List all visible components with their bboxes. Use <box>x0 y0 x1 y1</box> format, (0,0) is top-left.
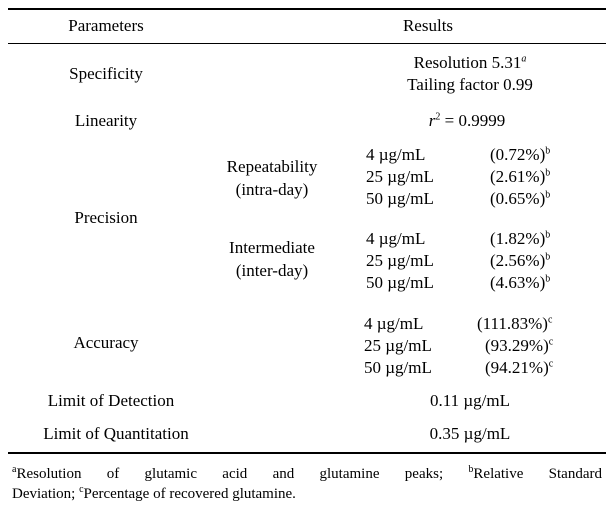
accuracy-label: Accuracy <box>73 333 139 352</box>
footnote-b-text-2: Deviation; <box>12 486 76 502</box>
int-rsd-2 <box>490 251 550 271</box>
r-value: = 0.9999 <box>440 111 506 130</box>
int-conc-1: 4 µg/mL <box>366 229 426 248</box>
intermediate-sublabel: (inter-day) <box>235 261 309 280</box>
rep-rsd-3 <box>490 189 550 209</box>
top-rule <box>8 8 606 10</box>
rep-rsd-2-sup: b <box>545 167 551 179</box>
repeatability-label: Repeatability <box>226 157 318 176</box>
repeatability-sublabel: (intra-day) <box>235 180 309 199</box>
footnote-b-text: Relative Standard <box>473 466 602 482</box>
resolution-text: Resolution 5.31 <box>413 53 522 72</box>
int-rsd-3-text: (4.63%) <box>490 273 546 292</box>
specificity-label: Specificity <box>69 64 143 83</box>
footnote-c-mark: c <box>79 484 84 495</box>
acc-rec-2-text: (93.29%) <box>485 336 549 355</box>
rep-rsd-1-text: (0.72%) <box>490 145 546 164</box>
lod-value: 0.11 µg/mL <box>430 391 510 410</box>
int-conc-2: 25 µg/mL <box>366 251 434 270</box>
precision-label: Precision <box>74 208 138 227</box>
table-footnote <box>12 464 602 504</box>
footnote-line-2 <box>12 484 602 504</box>
acc-rec-3-text: (94.21%) <box>485 358 549 377</box>
int-rsd-2-text: (2.56%) <box>490 251 546 270</box>
footnote-b-mark: b <box>468 464 474 475</box>
acc-conc-3: 50 µg/mL <box>364 358 432 377</box>
r-exponent: 2 <box>435 111 441 123</box>
rep-rsd-1 <box>490 145 550 165</box>
bottom-rule <box>8 452 606 454</box>
int-conc-3: 50 µg/mL <box>366 273 434 292</box>
acc-conc-1: 4 µg/mL <box>364 314 424 333</box>
r-symbol: r <box>428 111 436 130</box>
acc-rec-1 <box>477 314 552 334</box>
linearity-value <box>429 111 505 131</box>
acc-rec-1-sup: c <box>547 314 553 326</box>
lod-label: Limit of Detection <box>47 391 175 410</box>
int-rsd-2-sup: b <box>545 251 551 263</box>
int-rsd-1-sup: b <box>545 229 551 241</box>
specificity-tailing: Tailing factor 0.99 <box>407 75 533 94</box>
int-rsd-3-sup: b <box>545 273 551 285</box>
specificity-resolution <box>414 53 527 73</box>
acc-rec-2-sup: c <box>548 336 554 348</box>
header-rule <box>8 43 606 44</box>
rep-conc-1: 4 µg/mL <box>366 145 426 164</box>
acc-conc-2: 25 µg/mL <box>364 336 432 355</box>
footnote-a-mark: a <box>12 464 17 475</box>
footnote-a-text: Resolution of glutamic acid and glutamine peaks; <box>16 466 444 482</box>
rep-conc-2: 25 µg/mL <box>366 167 434 186</box>
footnote-c-text: Percentage of recovered glutamine. <box>83 486 296 502</box>
rep-rsd-3-sup: b <box>545 189 551 201</box>
acc-rec-2 <box>485 336 553 356</box>
rep-rsd-3-text: (0.65%) <box>490 189 546 208</box>
loq-value: 0.35 µg/mL <box>429 424 511 443</box>
intermediate-label: Intermediate <box>229 238 315 257</box>
acc-rec-1-text: (111.83%) <box>477 314 548 333</box>
footnote-mark-a: a <box>521 53 527 65</box>
rep-rsd-1-sup: b <box>545 145 551 157</box>
loq-label: Limit of Quantitation <box>43 424 189 443</box>
rep-conc-3: 50 µg/mL <box>366 189 434 208</box>
int-rsd-1 <box>490 229 550 249</box>
int-rsd-3 <box>490 273 550 293</box>
int-rsd-1-text: (1.82%) <box>490 229 546 248</box>
acc-rec-3 <box>485 358 553 378</box>
header-results: Results <box>402 16 454 35</box>
rep-rsd-2-text: (2.61%) <box>490 167 546 186</box>
header-parameters: Parameters <box>68 16 144 35</box>
footnote-line-1 <box>12 464 602 484</box>
rep-rsd-2 <box>490 167 550 187</box>
acc-rec-3-sup: c <box>548 358 554 370</box>
linearity-label: Linearity <box>74 111 138 130</box>
